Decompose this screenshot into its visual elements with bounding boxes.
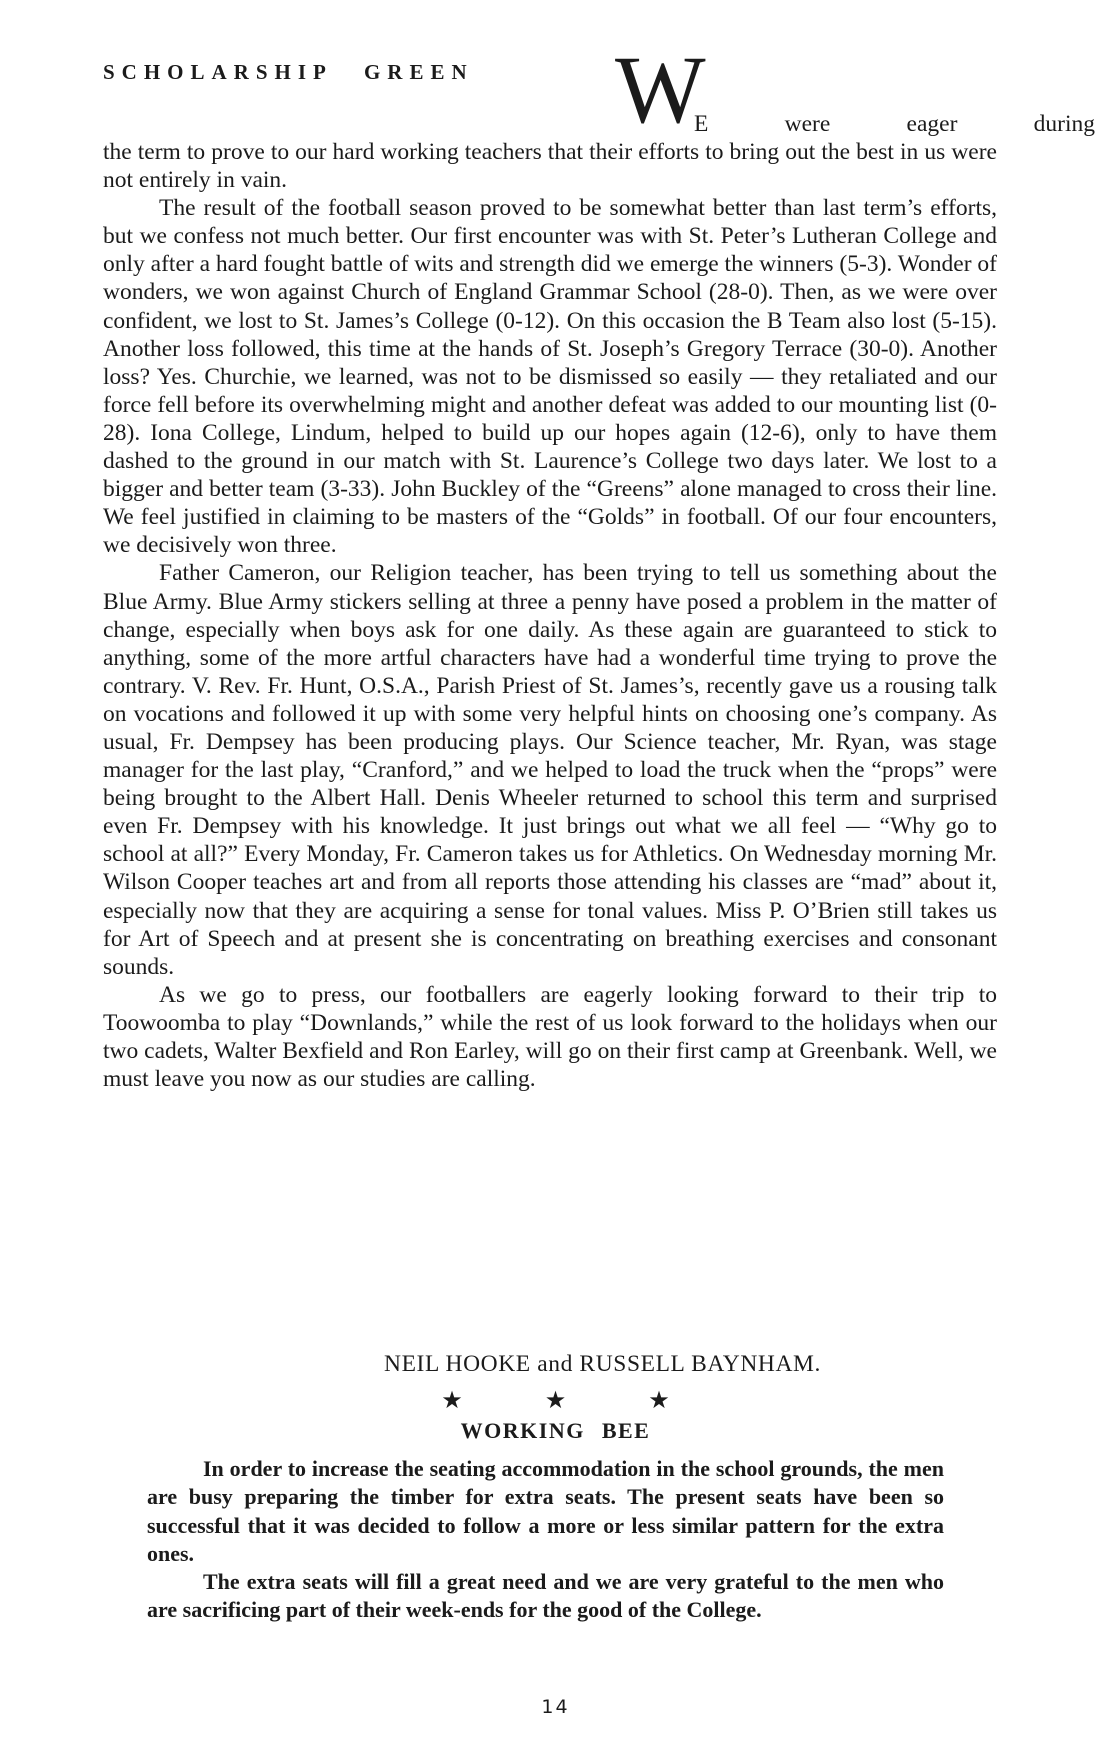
section-heading-working-bee: WORKING BEE <box>460 1418 651 1443</box>
working-bee-body <box>147 1455 944 1625</box>
paragraph: Father Cameron, our Religion teacher, has been trying to tell us something about the Blue Army. Blue Army stickers selling at three a penny have posed a problem in the matter of change, especially when boys ask for one daily. As these again are guaranteed to stick to anything, some of the more artful characters have had a wonderful time trying to prove the contrary. V. Rev. Fr. Hunt, O.S.A., Parish Priest of St. James’s, recently gave us a rousing talk on vocations and followed it up with some very helpful hints on choosing one’s company. As usual, Fr. Dempsey has been producing plays. Our Science teacher, Mr. Ryan, was stage manager for the last play, “Cranford,” and we helped to load the truck when the “props” were being brought to the Albert Hall. Denis Wheeler returned to school this term and surprised even Fr. Dempsey with his knowledge. It just brings out what we all feel — “Why go to school at all?” Every Monday, Fr. Cameron takes us for Athletics. On Wednesday morning Mr. Wilson Cooper teaches art and from all reports those attending his classes are “mad” about it, especially now that they are acquiring a sense for tonal values. Miss P. O’Brien still takes us for Art of Speech and at present she is concentrating on breathing exercises and consonant sounds. <box>103 560 997 980</box>
paragraph: The result of the football season proved to be somewhat better than last term’s efforts, but we confess not much better. Our first encounter was with St. Peter’s Lutheran College and only after a hard fought battle of wits and strength did we emerge the winners (5-3). Wonder of wonders, we won against Church of England Grammar School (28-0). Then, as we were over confident, we lost to St. James’s College (0-12). On this occasion the B Team also lost (5-15). Another loss followed, this time at the hands of St. Joseph’s Gregory Terrace (30-0). Another loss? Yes. Churchie, we learned, was not to be dismissed so easily — they retaliated and our force fell before its overwhelming might and another defeat was added to our mounting list (0-28). Iona College, Lindum, helped to build up our hopes again (12-6), only to have them dashed to the ground in our match with St. Laurence’s College two days later. We lost to a bigger and better team (3-33). John Buckley of the “Greens” alone managed to cross their line. We feel justified in claiming to be masters of the “Golds” in football. Of our four encounters, we decisively won three. <box>103 195 997 559</box>
star-separator: ★ ★ ★ <box>441 1388 708 1414</box>
paragraph: In order to increase the seating accommodation in the school grounds, the men are busy preparing the timber for extra seats. The present seats have been so successful that it was decided to follow a more or less similar pattern for the extra ones. <box>147 1456 944 1566</box>
author-signature: NEIL HOOKE and RUSSELL BAYNHAM. <box>384 1351 822 1377</box>
drop-cap: W <box>615 36 706 143</box>
page-number: 14 <box>541 1696 570 1718</box>
paragraph: the term to prove to our hard working teachers that their efforts to bring out the best in us were not entirely in vain. <box>103 139 997 194</box>
paragraph: As we go to press, our footballers are eagerly looking forward to their trip to Toowoomba to play “Downlands,” while the rest of us look forward to the holidays when our two cadets, Walter Bexfield and Ron Earley, will go on their first camp at Greenbank. Well, we must leave you now as our studies are calling. <box>103 981 997 1093</box>
section-heading: SCHOLARSHIP GREEN <box>103 60 474 84</box>
paragraph: The extra seats will fill a great need and we are very grateful to the men who are sacrificing part of their week-ends for the good of the College. <box>147 1569 944 1623</box>
article-header <box>103 36 1095 143</box>
first-line-text: E were eager during <box>694 111 1095 137</box>
article-body <box>103 138 997 1093</box>
